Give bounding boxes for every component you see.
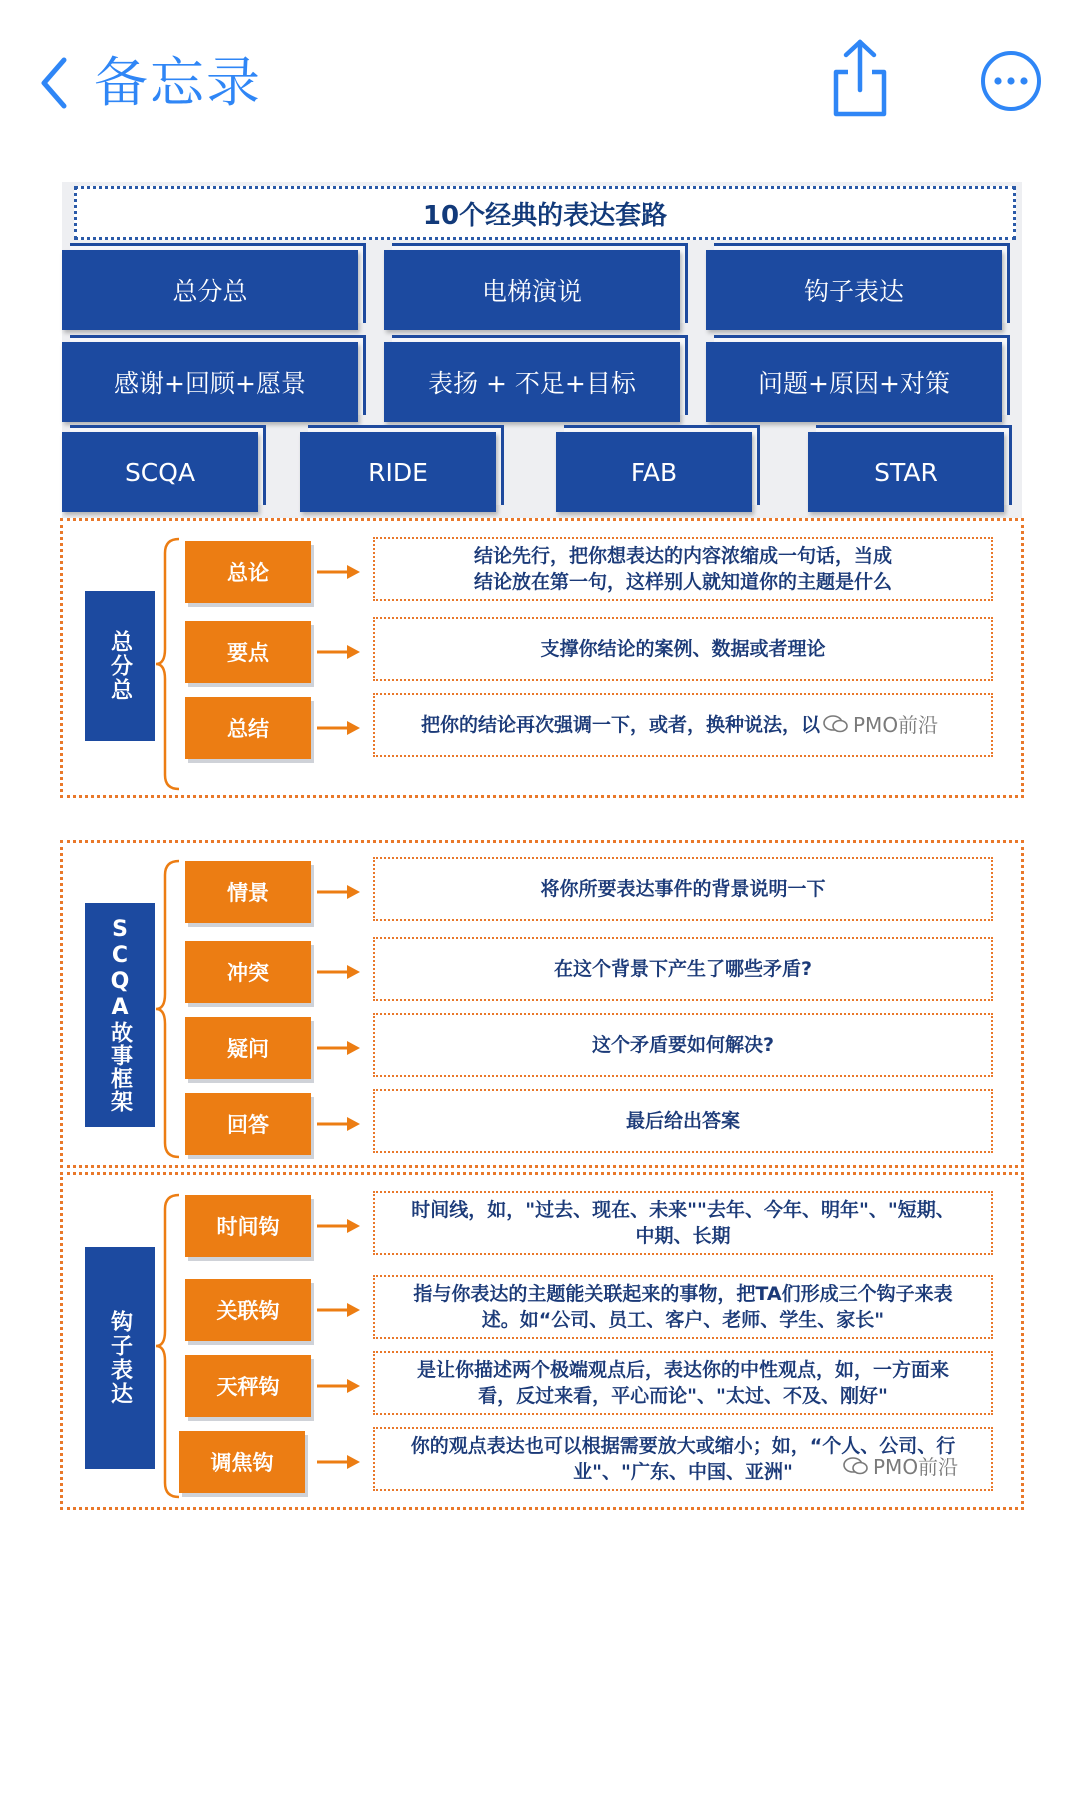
row-description [373, 537, 993, 601]
description-line: 在这个背景下产生了哪些矛盾? [553, 958, 813, 980]
watermark-text: PMO前沿 [853, 713, 939, 737]
arrow-right-icon [317, 883, 361, 901]
method-box-elevator-pitch [384, 250, 680, 330]
section-hook [60, 1172, 1024, 1510]
infographic-title: 10个经典的表达套路 [422, 200, 668, 231]
brace-icon [155, 1193, 181, 1499]
arrow-right-icon [317, 1301, 361, 1319]
ellipsis-circle-icon [980, 50, 1042, 112]
method-label: 钩子表达 [706, 250, 1002, 330]
arrow-right-icon [317, 1453, 361, 1471]
back-label: 备忘录 [94, 51, 262, 114]
description-line: 时间线，如，"过去、现在、未来""去年、今年、明年"、"短期、 [411, 1199, 955, 1221]
row-key: 冲突 [185, 941, 311, 1003]
watermark-text: PMO前沿 [873, 1455, 959, 1479]
row-key: 情景 [185, 861, 311, 923]
description-line: 述。如“公司、员工、客户、老师、学生、家长" [481, 1309, 885, 1331]
description-line: 结论先行，把你想表达的内容浓缩成一句话，当成 [473, 545, 892, 567]
section-label [85, 903, 155, 1127]
method-box-problem [706, 342, 1002, 422]
note-image-infographic [60, 180, 1024, 1600]
method-label: SCQA [62, 432, 258, 512]
method-box-fab [556, 432, 752, 512]
back-button[interactable] [40, 48, 262, 118]
arrow-right-icon [317, 1039, 361, 1057]
method-label: STAR [808, 432, 1004, 512]
arrow-right-icon [317, 1217, 361, 1235]
row-key: 时间钩 [185, 1195, 311, 1257]
navigation-bar [0, 0, 1080, 170]
description-line: 支撑你结论的案例、数据或者理论 [540, 638, 826, 660]
wechat-icon [843, 1456, 869, 1476]
watermark [823, 709, 938, 738]
row-key: 回答 [185, 1093, 311, 1155]
description-line: 这个矛盾要如何解决? [591, 1034, 775, 1056]
method-box-scqa [62, 432, 258, 512]
method-label: 感谢+回顾+愿景 [62, 342, 358, 422]
chevron-left-icon [40, 57, 68, 109]
brace-icon [155, 537, 181, 791]
method-box-praise [384, 342, 680, 422]
row-description [373, 1013, 993, 1077]
watermark [843, 1451, 958, 1480]
arrow-right-icon [317, 963, 361, 981]
section-label [85, 1247, 155, 1469]
description-line: 业"、"广东、中国、亚洲" [573, 1461, 793, 1483]
arrow-right-icon [317, 563, 361, 581]
description-line: 结论放在第一句，这样别人就知道你的主题是什么 [473, 571, 892, 593]
description-line: 把你的结论再次强调一下，或者，换种说法，以 [421, 714, 821, 736]
arrow-right-icon [317, 1115, 361, 1133]
row-description [373, 857, 993, 921]
row-description [373, 1191, 993, 1255]
section-label [85, 591, 155, 741]
section-scqa [60, 840, 1024, 1168]
arrow-right-icon [317, 1377, 361, 1395]
section-zongfenzong [60, 518, 1024, 798]
arrow-right-icon [317, 643, 361, 661]
method-box-ride [300, 432, 496, 512]
description-line: 你的观点表达也可以根据需要放大或缩小；如，“个人、公司、行 [410, 1435, 956, 1457]
method-label: 总分总 [62, 250, 358, 330]
description-line: 将你所要表达事件的背景说明一下 [540, 878, 826, 900]
row-key: 总论 [185, 541, 311, 603]
row-key: 疑问 [185, 1017, 311, 1079]
brace-icon [155, 859, 181, 1159]
row-description [373, 1089, 993, 1153]
row-key: 总结 [185, 697, 311, 759]
more-button[interactable] [980, 50, 1042, 112]
wechat-icon [823, 714, 849, 734]
row-description [373, 937, 993, 1001]
infographic-title-box [74, 186, 1016, 240]
description-line: 最后给出答案 [625, 1110, 740, 1132]
method-label: 电梯演说 [384, 250, 680, 330]
method-label: 问题+原因+对策 [706, 342, 1002, 422]
row-key: 天秤钩 [185, 1355, 311, 1417]
row-description [373, 617, 993, 681]
row-description [373, 1275, 993, 1339]
share-icon [828, 38, 892, 118]
row-key: 关联钩 [185, 1279, 311, 1341]
method-label: 表扬 + 不足+目标 [384, 342, 680, 422]
section-label-text: 总分总 [107, 630, 133, 702]
section-label-text: SCQA故事框架 [107, 917, 133, 1113]
section-label-text: 钩子表达 [107, 1310, 133, 1406]
description-line: 中期、长期 [635, 1225, 731, 1247]
arrow-right-icon [317, 719, 361, 737]
method-box-hook [706, 250, 1002, 330]
method-box-star [808, 432, 1004, 512]
description-line: 看，反过来看，平心而论"、"太过、不及、刚好" [478, 1385, 888, 1407]
row-description [373, 1351, 993, 1415]
method-box-thanks [62, 342, 358, 422]
row-key: 要点 [185, 621, 311, 683]
description-line: 指与你表达的主题能关联起来的事物，把TA们形成三个钩子来表 [413, 1283, 953, 1305]
row-key: 调焦钩 [179, 1431, 305, 1493]
method-label: RIDE [300, 432, 496, 512]
description-line: 是让你描述两个极端观点后，表达你的中性观点，如，一方面来 [416, 1359, 949, 1381]
method-box-zongfenzong [62, 250, 358, 330]
share-button[interactable] [828, 38, 892, 118]
method-label: FAB [556, 432, 752, 512]
